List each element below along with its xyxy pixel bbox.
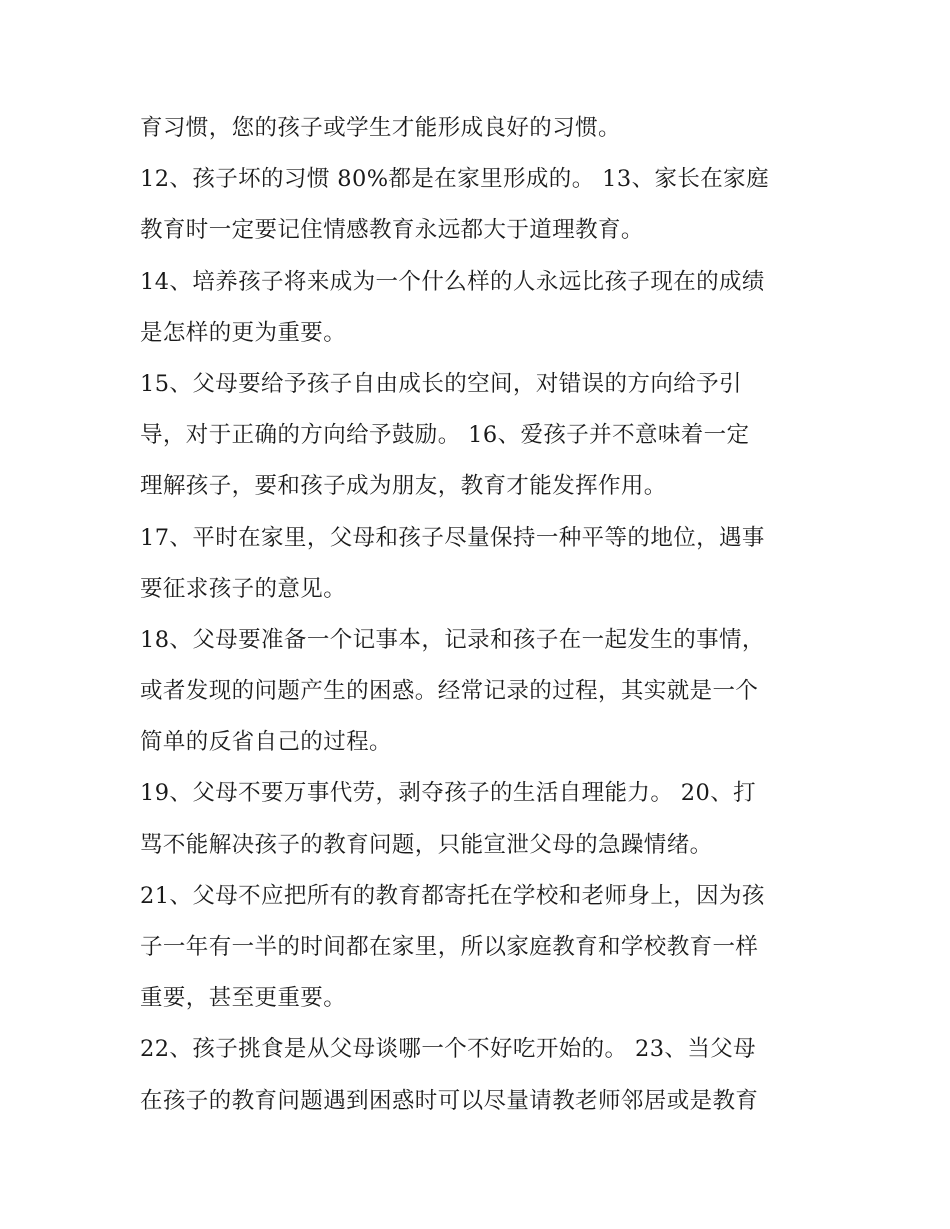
text-line: 18、父母要准备一个记事本，记录和孩子在一起发生的事情， (140, 626, 765, 653)
text-line: 19、父母不要万事代劳，剥夺孩子的生活自理能力。 20、打 (140, 780, 757, 807)
text-line: 21、父母不应把所有的教育都寄托在学校和老师身上，因为孩 (140, 882, 765, 909)
text-line: 在孩子的教育问题遇到困惑时可以尽量请教老师邻居或是教育 (140, 1087, 759, 1114)
text-line: 育习惯，您的孩子或学生才能形成良好的习惯。 (140, 115, 621, 141)
text-line: 重要，甚至更重要。 (140, 985, 347, 1012)
text-line: 子一年有一半的时间都在家里，所以家庭教育和学校教育一样 (140, 934, 759, 960)
text-line: 骂不能解决孩子的教育问题，只能宣泄父母的急躁情绪。 (140, 831, 713, 858)
text-line: 是怎样的更为重要。 (140, 319, 347, 346)
text-line: 17、平时在家里，父母和孩子尽量保持一种平等的地位，遇事 (140, 524, 765, 551)
text-line: 12、孩子坏的习惯 80%都是在家里形成的。 13、家长在家庭 (140, 166, 769, 193)
text-line: 15、父母要给予孩子自由成长的空间，对错误的方向给予引 (140, 370, 742, 397)
text-line: 22、孩子挑食是从父母谈哪一个不好吃开始的。 23、当父母 (140, 1036, 757, 1063)
text-line: 教育时一定要记住情感教育永远都大于道理教育。 (140, 217, 644, 244)
body-text (140, 103, 830, 1127)
text-line: 导，对于正确的方向给予鼓励。 16、爱孩子并不意味着一定 (140, 422, 750, 449)
text-line: 要征求孩子的意见。 (140, 575, 347, 602)
text-line: 简单的反省自己的过程。 (140, 729, 392, 756)
text-line: 14、培养孩子将来成为一个什么样的人永远比孩子现在的成绩 (140, 268, 765, 295)
text-line: 或者发现的问题产生的困惑。经常记录的过程，其实就是一个 (140, 678, 759, 705)
text-line: 理解孩子，要和孩子成为朋友，教育才能发挥作用。 (140, 473, 667, 500)
